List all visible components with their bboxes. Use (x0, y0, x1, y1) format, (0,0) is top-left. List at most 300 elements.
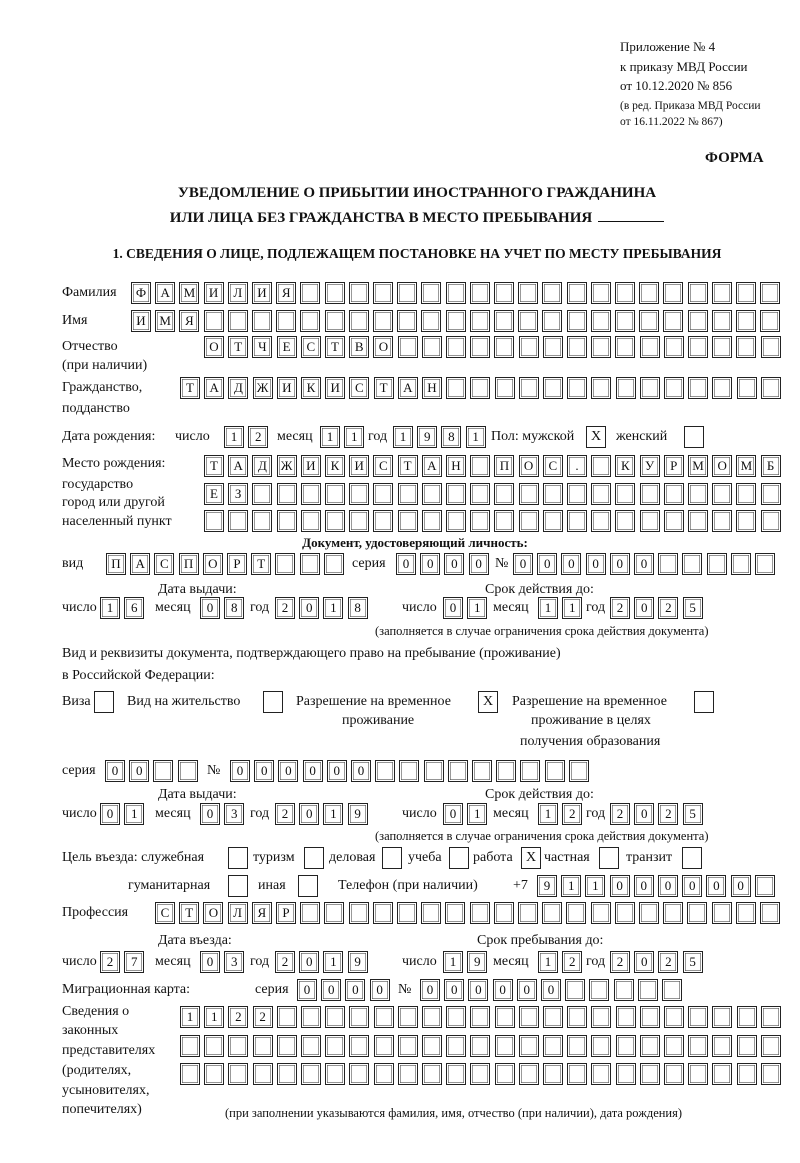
char-box[interactable] (712, 1063, 732, 1085)
char-box[interactable] (664, 1063, 684, 1085)
char-box[interactable] (253, 1035, 273, 1057)
char-box[interactable]: 9 (467, 951, 487, 973)
char-box[interactable]: 0 (731, 875, 751, 897)
char-box[interactable] (662, 979, 682, 1001)
char-box[interactable]: 9 (417, 426, 437, 448)
char-box[interactable]: 5 (683, 951, 703, 973)
char-box[interactable] (470, 455, 490, 477)
char-box[interactable]: 1 (320, 426, 340, 448)
char-box[interactable]: 0 (100, 803, 120, 825)
char-box[interactable] (445, 902, 465, 924)
char-box[interactable]: И (131, 310, 151, 332)
char-box[interactable] (325, 510, 345, 532)
char-box[interactable] (688, 1035, 708, 1057)
char-box[interactable]: И (349, 455, 369, 477)
char-box[interactable] (349, 510, 369, 532)
char-box[interactable] (591, 336, 611, 358)
char-box[interactable] (688, 310, 708, 332)
id-doc-type-field[interactable] (106, 553, 348, 575)
char-box[interactable] (325, 1006, 345, 1028)
char-box[interactable] (615, 902, 635, 924)
trp-edu-checkbox[interactable] (694, 691, 714, 713)
birth-year-field[interactable] (393, 426, 490, 448)
char-box[interactable] (640, 336, 660, 358)
char-box[interactable]: 2 (658, 951, 678, 973)
purpose-other-checkbox[interactable] (298, 875, 318, 897)
char-box[interactable]: 0 (396, 553, 416, 575)
char-box[interactable]: С (373, 455, 393, 477)
representatives-field-2[interactable] (180, 1035, 785, 1057)
char-box[interactable] (397, 902, 417, 924)
char-box[interactable] (589, 979, 609, 1001)
char-box[interactable] (712, 1006, 732, 1028)
char-box[interactable] (638, 979, 658, 1001)
char-box[interactable]: О (203, 553, 223, 575)
char-box[interactable]: 1 (224, 426, 244, 448)
char-box[interactable] (349, 1063, 369, 1085)
char-box[interactable] (472, 760, 492, 782)
char-box[interactable] (518, 310, 538, 332)
char-box[interactable]: 2 (253, 1006, 273, 1028)
char-box[interactable] (736, 483, 756, 505)
char-box[interactable]: 7 (124, 951, 144, 973)
char-box[interactable] (639, 310, 659, 332)
char-box[interactable] (446, 1063, 466, 1085)
char-box[interactable] (494, 902, 514, 924)
char-box[interactable] (567, 282, 587, 304)
char-box[interactable] (567, 1063, 587, 1085)
char-box[interactable]: 0 (299, 597, 319, 619)
char-box[interactable] (567, 377, 587, 399)
char-box[interactable]: 0 (469, 553, 489, 575)
char-box[interactable] (494, 483, 514, 505)
char-box[interactable]: 2 (100, 951, 120, 973)
char-box[interactable]: 5 (683, 803, 703, 825)
char-box[interactable] (301, 1006, 321, 1028)
char-box[interactable] (494, 336, 514, 358)
char-box[interactable] (397, 310, 417, 332)
char-box[interactable] (615, 483, 635, 505)
char-box[interactable]: Е (204, 483, 224, 505)
char-box[interactable]: М (155, 310, 175, 332)
char-box[interactable]: 0 (420, 553, 440, 575)
char-box[interactable] (252, 483, 272, 505)
char-box[interactable] (761, 336, 781, 358)
char-box[interactable]: . (567, 455, 587, 477)
char-box[interactable] (470, 336, 490, 358)
char-box[interactable] (591, 282, 611, 304)
id-doc-number-field[interactable] (513, 553, 779, 575)
char-box[interactable] (664, 336, 684, 358)
id-valid-year[interactable] (610, 597, 707, 619)
char-box[interactable]: 1 (124, 803, 144, 825)
char-box[interactable] (253, 1063, 273, 1085)
char-box[interactable]: 0 (634, 875, 654, 897)
char-box[interactable]: К (615, 455, 635, 477)
char-box[interactable]: 2 (658, 597, 678, 619)
char-box[interactable] (325, 1063, 345, 1085)
char-box[interactable] (761, 483, 781, 505)
char-box[interactable] (640, 483, 660, 505)
char-box[interactable] (737, 377, 757, 399)
char-box[interactable] (543, 336, 563, 358)
id-doc-series-field[interactable] (396, 553, 493, 575)
char-box[interactable] (761, 510, 781, 532)
char-box[interactable] (519, 1063, 539, 1085)
char-box[interactable]: 1 (180, 1006, 200, 1028)
char-box[interactable] (616, 1063, 636, 1085)
char-box[interactable]: П (179, 553, 199, 575)
char-box[interactable]: Т (325, 336, 345, 358)
char-box[interactable] (567, 1035, 587, 1057)
char-box[interactable]: 0 (706, 875, 726, 897)
char-box[interactable]: К (325, 455, 345, 477)
char-box[interactable]: О (519, 455, 539, 477)
char-box[interactable] (682, 553, 702, 575)
char-box[interactable] (277, 1063, 297, 1085)
char-box[interactable] (591, 483, 611, 505)
char-box[interactable] (565, 979, 585, 1001)
char-box[interactable] (736, 310, 756, 332)
char-box[interactable] (349, 282, 369, 304)
char-box[interactable] (373, 282, 393, 304)
stay-number-field[interactable] (230, 760, 593, 782)
char-box[interactable] (712, 1035, 732, 1057)
char-box[interactable]: В (349, 336, 369, 358)
char-box[interactable]: 0 (444, 553, 464, 575)
char-box[interactable] (591, 455, 611, 477)
char-box[interactable]: 0 (493, 979, 513, 1001)
char-box[interactable]: Т (204, 455, 224, 477)
purpose-humanitarian-checkbox[interactable] (228, 875, 248, 897)
char-box[interactable] (542, 902, 562, 924)
char-box[interactable] (543, 1006, 563, 1028)
sex-female-checkbox[interactable] (684, 426, 704, 448)
char-box[interactable] (712, 282, 732, 304)
char-box[interactable]: С (301, 336, 321, 358)
char-box[interactable] (519, 1035, 539, 1057)
residence-permit-checkbox[interactable] (263, 691, 283, 713)
char-box[interactable] (398, 483, 418, 505)
char-box[interactable]: 0 (658, 875, 678, 897)
char-box[interactable]: Я (252, 902, 272, 924)
char-box[interactable] (470, 510, 490, 532)
char-box[interactable] (761, 1035, 781, 1057)
char-box[interactable]: Н (422, 377, 442, 399)
char-box[interactable] (591, 510, 611, 532)
purpose-study-checkbox[interactable] (449, 847, 469, 869)
char-box[interactable]: 0 (327, 760, 347, 782)
char-box[interactable] (301, 510, 321, 532)
char-box[interactable] (712, 902, 732, 924)
char-box[interactable] (399, 760, 419, 782)
char-box[interactable] (639, 902, 659, 924)
char-box[interactable]: 2 (275, 597, 295, 619)
char-box[interactable] (494, 310, 514, 332)
visa-checkbox[interactable] (94, 691, 114, 713)
char-box[interactable] (470, 377, 490, 399)
char-box[interactable] (664, 1035, 684, 1057)
char-box[interactable] (398, 336, 418, 358)
char-box[interactable]: 1 (344, 426, 364, 448)
char-box[interactable]: 0 (321, 979, 341, 1001)
char-box[interactable]: 0 (299, 951, 319, 973)
char-box[interactable]: 0 (634, 553, 654, 575)
stay-until-month[interactable] (538, 951, 586, 973)
char-box[interactable]: 0 (200, 803, 220, 825)
stay-issue-month[interactable] (200, 803, 248, 825)
char-box[interactable]: Я (179, 310, 199, 332)
char-box[interactable] (398, 1035, 418, 1057)
stay-valid-day[interactable] (443, 803, 491, 825)
char-box[interactable] (688, 336, 708, 358)
purpose-tourism-checkbox[interactable] (304, 847, 324, 869)
char-box[interactable] (543, 1035, 563, 1057)
id-issue-month[interactable] (200, 597, 248, 619)
char-box[interactable] (519, 510, 539, 532)
char-box[interactable]: С (154, 553, 174, 575)
char-box[interactable] (616, 1006, 636, 1028)
char-box[interactable]: М (736, 455, 756, 477)
char-box[interactable] (543, 1063, 563, 1085)
char-box[interactable] (495, 1006, 515, 1028)
char-box[interactable] (761, 1063, 781, 1085)
char-box[interactable] (446, 336, 466, 358)
char-box[interactable]: Е (277, 336, 297, 358)
char-box[interactable] (712, 483, 732, 505)
char-box[interactable]: 2 (610, 803, 630, 825)
char-box[interactable] (615, 510, 635, 532)
char-box[interactable] (518, 902, 538, 924)
char-box[interactable] (373, 902, 393, 924)
char-box[interactable] (591, 310, 611, 332)
char-box[interactable] (658, 553, 678, 575)
char-box[interactable] (300, 902, 320, 924)
stay-issue-day[interactable] (100, 803, 148, 825)
char-box[interactable]: 0 (299, 803, 319, 825)
char-box[interactable]: Т (180, 377, 200, 399)
char-box[interactable]: 2 (610, 597, 630, 619)
char-box[interactable]: Ч (252, 336, 272, 358)
char-box[interactable] (687, 902, 707, 924)
char-box[interactable] (737, 1035, 757, 1057)
char-box[interactable] (446, 377, 466, 399)
char-box[interactable]: 0 (297, 979, 317, 1001)
char-box[interactable] (760, 902, 780, 924)
char-box[interactable] (470, 1035, 490, 1057)
char-box[interactable] (375, 760, 395, 782)
purpose-private-checkbox[interactable] (599, 847, 619, 869)
char-box[interactable] (542, 282, 562, 304)
char-box[interactable]: 2 (248, 426, 268, 448)
char-box[interactable]: Р (664, 455, 684, 477)
char-box[interactable] (615, 310, 635, 332)
char-box[interactable]: 1 (538, 803, 558, 825)
char-box[interactable] (736, 902, 756, 924)
char-box[interactable] (640, 510, 660, 532)
char-box[interactable]: 0 (370, 979, 390, 1001)
char-box[interactable] (277, 1006, 297, 1028)
char-box[interactable] (398, 1063, 418, 1085)
char-box[interactable] (349, 310, 369, 332)
char-box[interactable] (688, 1063, 708, 1085)
char-box[interactable] (422, 336, 442, 358)
char-box[interactable] (545, 760, 565, 782)
char-box[interactable]: Я (276, 282, 296, 304)
char-box[interactable]: 0 (345, 979, 365, 1001)
char-box[interactable]: И (325, 377, 345, 399)
char-box[interactable] (180, 1035, 200, 1057)
stay-valid-year[interactable] (610, 803, 707, 825)
char-box[interactable] (424, 760, 444, 782)
char-box[interactable]: 1 (393, 426, 413, 448)
birthplace-field-1[interactable] (204, 455, 785, 477)
sex-male-checkbox[interactable]: X (586, 426, 606, 448)
char-box[interactable]: Т (398, 455, 418, 477)
char-box[interactable] (448, 760, 468, 782)
char-box[interactable]: Л (228, 282, 248, 304)
char-box[interactable] (567, 336, 587, 358)
char-box[interactable] (495, 1063, 515, 1085)
char-box[interactable] (422, 1035, 442, 1057)
char-box[interactable] (755, 553, 775, 575)
char-box[interactable] (470, 1063, 490, 1085)
char-box[interactable] (712, 377, 732, 399)
char-box[interactable] (640, 1006, 660, 1028)
char-box[interactable] (300, 282, 320, 304)
char-box[interactable]: Ж (277, 455, 297, 477)
char-box[interactable]: 1 (561, 875, 581, 897)
char-box[interactable] (421, 310, 441, 332)
phone-field[interactable] (537, 875, 779, 897)
char-box[interactable]: 0 (351, 760, 371, 782)
char-box[interactable] (228, 310, 248, 332)
char-box[interactable] (301, 1063, 321, 1085)
char-box[interactable]: 2 (610, 951, 630, 973)
char-box[interactable]: А (422, 455, 442, 477)
char-box[interactable] (300, 310, 320, 332)
char-box[interactable] (712, 336, 732, 358)
char-box[interactable]: 1 (538, 597, 558, 619)
char-box[interactable] (373, 510, 393, 532)
char-box[interactable] (325, 282, 345, 304)
char-box[interactable] (398, 1006, 418, 1028)
char-box[interactable]: 0 (586, 553, 606, 575)
char-box[interactable]: Т (251, 553, 271, 575)
char-box[interactable]: С (155, 902, 175, 924)
char-box[interactable] (567, 1006, 587, 1028)
char-box[interactable]: Н (446, 455, 466, 477)
char-box[interactable]: И (252, 282, 272, 304)
char-box[interactable]: У (640, 455, 660, 477)
id-issue-year[interactable] (275, 597, 372, 619)
char-box[interactable] (688, 282, 708, 304)
char-box[interactable] (543, 483, 563, 505)
char-box[interactable]: 1 (323, 803, 343, 825)
char-box[interactable]: 9 (348, 951, 368, 973)
char-box[interactable]: А (398, 377, 418, 399)
birthplace-field-3[interactable] (204, 510, 785, 532)
char-box[interactable] (494, 510, 514, 532)
char-box[interactable] (470, 282, 490, 304)
char-box[interactable] (422, 510, 442, 532)
entry-year[interactable] (275, 951, 372, 973)
char-box[interactable] (761, 377, 781, 399)
char-box[interactable]: Т (228, 336, 248, 358)
char-box[interactable] (688, 510, 708, 532)
stay-valid-month[interactable] (538, 803, 586, 825)
char-box[interactable]: 1 (562, 597, 582, 619)
char-box[interactable]: И (204, 282, 224, 304)
char-box[interactable]: Р (276, 902, 296, 924)
char-box[interactable]: К (301, 377, 321, 399)
birthplace-field-2[interactable] (204, 483, 785, 505)
char-box[interactable]: Ж (253, 377, 273, 399)
char-box[interactable] (591, 1035, 611, 1057)
char-box[interactable]: 8 (348, 597, 368, 619)
char-box[interactable] (252, 510, 272, 532)
char-box[interactable] (422, 1006, 442, 1028)
char-box[interactable] (446, 1035, 466, 1057)
stay-until-year[interactable] (610, 951, 707, 973)
char-box[interactable] (397, 282, 417, 304)
char-box[interactable] (591, 377, 611, 399)
char-box[interactable]: О (203, 902, 223, 924)
char-box[interactable] (374, 1006, 394, 1028)
char-box[interactable]: А (204, 377, 224, 399)
birth-day-field[interactable] (224, 426, 272, 448)
char-box[interactable]: 0 (444, 979, 464, 1001)
char-box[interactable]: А (130, 553, 150, 575)
char-box[interactable] (275, 553, 295, 575)
representatives-field-3[interactable] (180, 1063, 785, 1085)
char-box[interactable]: З (228, 483, 248, 505)
char-box[interactable]: 0 (682, 875, 702, 897)
char-box[interactable]: 0 (610, 553, 630, 575)
char-box[interactable]: 2 (562, 951, 582, 973)
char-box[interactable] (519, 483, 539, 505)
char-box[interactable]: Б (761, 455, 781, 477)
char-box[interactable]: М (688, 455, 708, 477)
patronymic-field[interactable] (204, 336, 785, 358)
char-box[interactable] (277, 510, 297, 532)
char-box[interactable]: 0 (634, 803, 654, 825)
char-box[interactable] (663, 902, 683, 924)
char-box[interactable] (495, 377, 515, 399)
char-box[interactable] (349, 1006, 369, 1028)
name-field[interactable] (131, 310, 784, 332)
char-box[interactable] (446, 282, 466, 304)
char-box[interactable]: 2 (562, 803, 582, 825)
char-box[interactable] (446, 483, 466, 505)
char-box[interactable] (615, 282, 635, 304)
surname-field[interactable] (131, 282, 784, 304)
char-box[interactable] (591, 1006, 611, 1028)
purpose-business-checkbox[interactable] (382, 847, 402, 869)
char-box[interactable] (178, 760, 198, 782)
char-box[interactable] (755, 875, 775, 897)
char-box[interactable] (277, 483, 297, 505)
char-box[interactable]: 8 (224, 597, 244, 619)
char-box[interactable] (663, 282, 683, 304)
citizenship-field[interactable] (180, 377, 785, 399)
char-box[interactable] (204, 310, 224, 332)
char-box[interactable]: О (712, 455, 732, 477)
char-box[interactable]: 1 (467, 803, 487, 825)
char-box[interactable] (228, 510, 248, 532)
char-box[interactable]: Д (252, 455, 272, 477)
char-box[interactable] (688, 483, 708, 505)
